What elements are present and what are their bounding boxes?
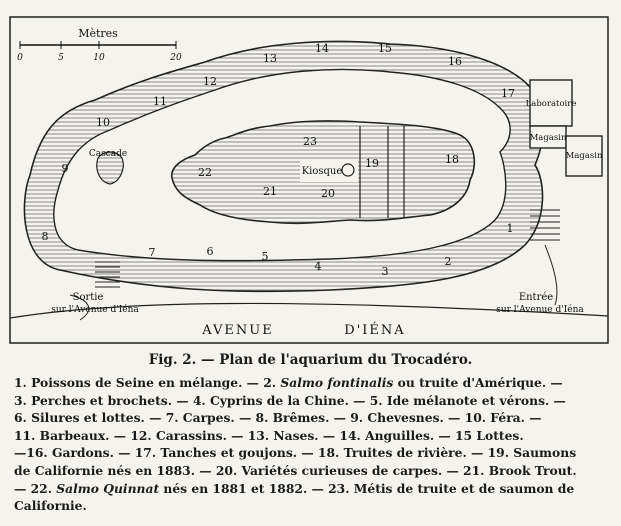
legend-line: Californie. [14, 498, 87, 514]
legend-line: 3. Perches et brochets. — 4. Cyprins de la Chine. — 5. Ide mélanote et vérons. — [14, 392, 566, 408]
legend-line: de Californie nés en 1883. — 20. Variétés curieuses de carpes. — 21. Brook Trout. [14, 462, 577, 478]
scale-tick: 20 [170, 53, 182, 63]
sortie-sub-label: sur l'Avenue d'Iéna [51, 305, 139, 315]
basin-number-14: 14 [315, 42, 329, 55]
legend-line: — 22. Salmo Quinnat nés en 1881 et 1882. — 23. Métis de truite et de saumon de [14, 480, 575, 496]
kiosque-marker [342, 164, 354, 176]
basin-number-16: 16 [448, 55, 462, 68]
scale-bar [17, 27, 182, 63]
sortie-label: Sortie [72, 292, 104, 303]
avenue-label-left: AVENUE [202, 323, 274, 338]
basin-number-19: 19 [365, 157, 379, 170]
basin-number-3: 3 [381, 265, 389, 278]
legend-line: 6. Silures et lottes. — 7. Carpes. — 8. Brêmes. — 9. Chevesnes. — 10. Féra. — [14, 410, 542, 426]
basin-number-2: 2 [444, 255, 452, 268]
basin-number-23: 23 [303, 135, 317, 148]
scale-title: Mètres [78, 27, 118, 40]
basin-number-13: 13 [263, 52, 277, 65]
basin-number-5: 5 [261, 250, 269, 263]
legend-line: 1. Poissons de Seine en mélange. — 2. Salmo fontinalis ou truite d'Amérique. — [14, 375, 563, 390]
scale-tick: 5 [58, 53, 64, 63]
kiosque-label: Kiosque [301, 166, 343, 177]
entree-sub-label: sur l'Avenue d'Iéna [496, 305, 584, 315]
figure-caption: Fig. 2. — Plan de l'aquarium du Trocadéro. [148, 352, 473, 368]
basin-number-9: 9 [61, 162, 69, 175]
figure-legend [14, 374, 610, 515]
basin-number-20: 20 [321, 187, 335, 200]
basin-number-15: 15 [378, 42, 392, 55]
entree-label: Entrée [518, 292, 554, 303]
basin-number-22: 22 [198, 166, 212, 179]
basin-number-21: 21 [263, 185, 277, 198]
cascade-label: Cascade [88, 149, 128, 159]
basin-number-1: 1 [506, 222, 514, 235]
basin-number-17: 17 [501, 87, 515, 100]
laboratoire-label: Laboratoire [525, 99, 577, 109]
basin-number-11: 11 [153, 95, 167, 108]
avenue-label-right: D'IÉNA [344, 323, 406, 338]
basin-number-8: 8 [41, 230, 49, 243]
basin-number-6: 6 [206, 245, 214, 258]
basin-number-10: 10 [96, 116, 110, 129]
magasin-label: Magasin [565, 151, 603, 161]
basin-number-4: 4 [314, 260, 322, 273]
legend-line: —16. Gardons. — 17. Tanches et goujons. — 18. Truites de rivière. — 19. Saumons [14, 445, 577, 461]
magasin-label: Magasin [529, 133, 567, 143]
basin-number-12: 12 [203, 75, 217, 88]
legend-line: 11. Barbeaux. — 12. Carassins. — 13. Nases. — 14. Anguilles. — 15 Lottes. [14, 427, 524, 443]
scale-tick: 0 [17, 53, 23, 63]
scale-tick: 10 [93, 53, 105, 63]
basin-number-18: 18 [445, 153, 459, 166]
basin-number-7: 7 [148, 246, 156, 259]
